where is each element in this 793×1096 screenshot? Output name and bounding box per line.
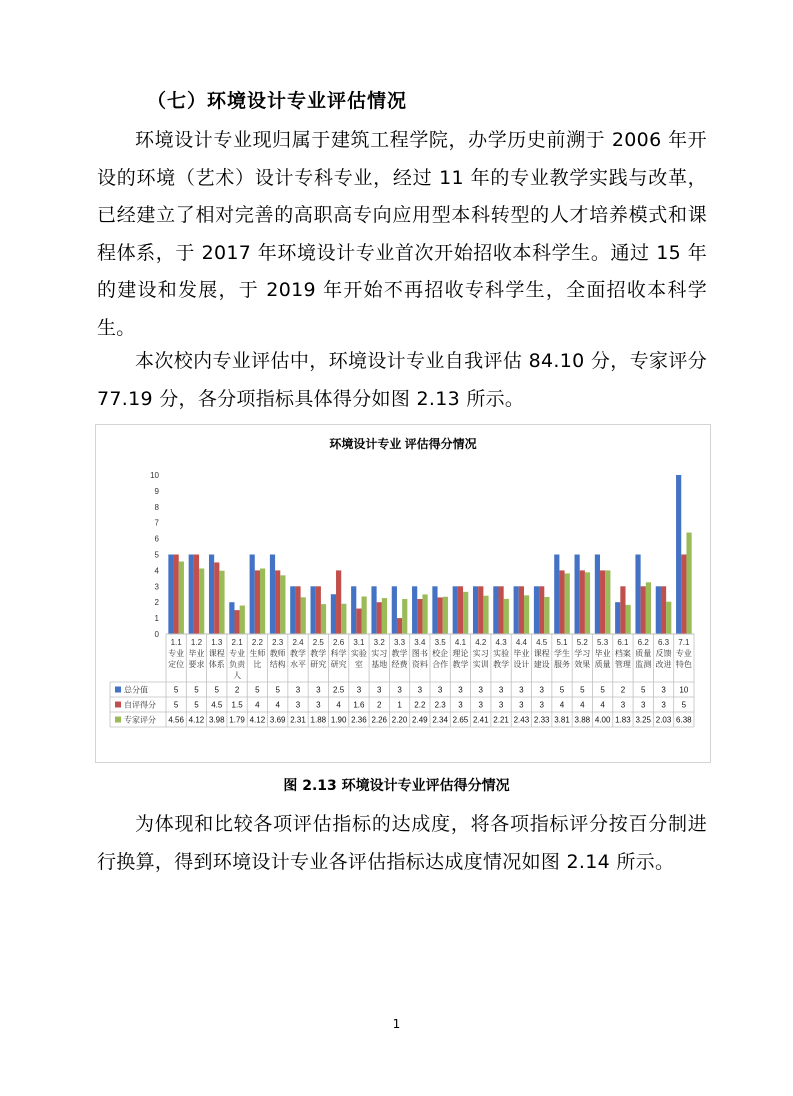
data-value-label: 3 bbox=[458, 700, 463, 710]
bar-expert bbox=[422, 594, 427, 634]
bar-expert bbox=[605, 570, 610, 634]
bar-expert bbox=[321, 604, 326, 634]
bar-self bbox=[397, 618, 402, 634]
category-label: 3.4 bbox=[414, 638, 426, 647]
category-label: 教学 bbox=[391, 649, 408, 658]
category-label: 实验 bbox=[350, 649, 367, 658]
data-value-label: 3 bbox=[316, 700, 321, 710]
category-label: 1.1 bbox=[170, 638, 182, 647]
bar-self bbox=[458, 586, 463, 634]
bar-total bbox=[432, 586, 437, 634]
score-chart bbox=[96, 425, 710, 762]
data-value-label: 3 bbox=[539, 685, 544, 695]
category-label: 研究 bbox=[310, 660, 327, 669]
category-label: 定位 bbox=[168, 660, 185, 669]
category-label: 3.5 bbox=[434, 638, 446, 647]
category-label: 2.5 bbox=[312, 638, 324, 647]
data-value-label: 3 bbox=[478, 700, 483, 710]
bar-total bbox=[473, 586, 478, 634]
data-value-label: 3 bbox=[519, 700, 524, 710]
data-value-label: 2.41 bbox=[472, 715, 489, 725]
category-label: 生师 bbox=[249, 649, 266, 658]
category-label: 教学 bbox=[290, 649, 306, 658]
bar-total bbox=[229, 602, 234, 634]
bar-expert bbox=[504, 599, 509, 634]
bar-total bbox=[290, 586, 295, 634]
bar-total bbox=[656, 586, 661, 634]
category-label: 校企 bbox=[432, 649, 449, 658]
y-tick-label: 1 bbox=[154, 614, 159, 624]
bar-total bbox=[351, 586, 356, 634]
bar-expert bbox=[260, 568, 265, 634]
bar-self bbox=[417, 599, 422, 634]
category-label: 实验 bbox=[493, 649, 510, 658]
chart-container bbox=[95, 424, 711, 763]
category-label: 2.1 bbox=[231, 638, 243, 647]
y-tick-label: 3 bbox=[154, 582, 159, 592]
bar-total bbox=[168, 555, 173, 635]
page-number: 1 bbox=[392, 1017, 401, 1031]
data-value-label: 2 bbox=[234, 685, 240, 695]
data-value-label: 2.36 bbox=[351, 715, 367, 725]
bar-self bbox=[377, 602, 382, 634]
category-label: 图书 bbox=[411, 649, 428, 658]
bar-total bbox=[189, 555, 194, 635]
category-label: 教学 bbox=[452, 660, 469, 669]
category-label: 教学 bbox=[310, 649, 327, 658]
data-value-label: 3.81 bbox=[554, 715, 570, 725]
data-value-label: 3.69 bbox=[269, 715, 286, 725]
bar-self bbox=[336, 570, 341, 634]
category-label: 4.4 bbox=[515, 638, 527, 647]
bar-expert bbox=[179, 562, 184, 635]
data-value-label: 5 bbox=[559, 685, 565, 695]
data-value-label: 3 bbox=[620, 700, 626, 710]
bar-expert bbox=[483, 596, 488, 634]
category-label: 管理 bbox=[614, 660, 631, 669]
paragraph-scores: 本次校内专业评估中，环境设计专业自我评估 84.10 分，专家评分 77.19 分，各分项指标具体得分如图 2.13 所示。 bbox=[97, 350, 707, 410]
y-tick-label: 6 bbox=[154, 534, 159, 544]
bar-total bbox=[209, 555, 214, 635]
category-label: 理论 bbox=[452, 649, 469, 658]
data-value-label: 4.56 bbox=[168, 715, 184, 725]
bar-total bbox=[575, 555, 580, 635]
data-value-label: 4.12 bbox=[188, 715, 205, 725]
bar-expert bbox=[646, 582, 651, 634]
bar-total bbox=[453, 586, 458, 634]
category-label: 特色 bbox=[675, 660, 692, 669]
data-value-label: 4 bbox=[275, 700, 280, 710]
category-label: 4.3 bbox=[495, 638, 507, 647]
data-value-label: 4 bbox=[255, 700, 260, 710]
data-value-label: 2.43 bbox=[513, 715, 530, 725]
data-value-label: 4 bbox=[336, 700, 341, 710]
bar-total bbox=[392, 586, 397, 634]
bar-self bbox=[356, 609, 361, 634]
bar-self bbox=[620, 586, 625, 634]
data-value-label: 3 bbox=[316, 685, 321, 695]
category-label: 6.3 bbox=[657, 638, 670, 647]
data-value-label: 3.25 bbox=[635, 715, 652, 725]
data-value-label: 2.03 bbox=[655, 715, 672, 725]
bar-self bbox=[498, 586, 503, 634]
bar-self bbox=[600, 570, 605, 634]
category-label: 1.3 bbox=[211, 638, 223, 647]
data-value-label: 5 bbox=[275, 685, 280, 695]
category-label: 建设 bbox=[533, 660, 550, 669]
data-value-label: 3 bbox=[397, 685, 402, 695]
data-value-label: 3 bbox=[437, 685, 443, 695]
category-label: 4.2 bbox=[475, 638, 487, 647]
data-value-label: 5 bbox=[173, 700, 179, 710]
data-value-label: 1.83 bbox=[615, 715, 631, 725]
data-value-label: 2 bbox=[377, 700, 382, 710]
data-value-label: 3.88 bbox=[574, 715, 591, 725]
bar-total bbox=[534, 586, 539, 634]
bar-self bbox=[194, 555, 199, 635]
category-label: 比 bbox=[253, 660, 262, 669]
data-value-label: 2.34 bbox=[432, 715, 448, 725]
bar-self bbox=[559, 570, 564, 634]
data-value-label: 3 bbox=[417, 685, 423, 695]
bar-self bbox=[295, 586, 300, 634]
bar-total bbox=[595, 555, 600, 635]
bar-expert bbox=[280, 575, 285, 634]
data-value-label: 1.6 bbox=[353, 700, 365, 710]
category-label: 5.1 bbox=[556, 638, 568, 647]
bar-expert bbox=[219, 571, 224, 634]
category-label: 学生 bbox=[554, 649, 570, 658]
data-value-label: 3 bbox=[661, 685, 666, 695]
data-value-label: 10 bbox=[679, 685, 689, 695]
bar-expert bbox=[402, 599, 407, 634]
data-value-label: 2.31 bbox=[290, 715, 306, 725]
category-label: 实习 bbox=[472, 649, 489, 658]
data-value-label: 2 bbox=[620, 685, 626, 695]
data-value-label: 3 bbox=[478, 685, 483, 695]
bar-self bbox=[641, 586, 646, 634]
legend-key-self bbox=[115, 702, 121, 708]
data-value-label: 2.21 bbox=[493, 715, 509, 725]
bar-expert bbox=[626, 605, 631, 634]
category-label: 课程 bbox=[208, 649, 225, 658]
section-heading: （七）环境设计专业评估情况 bbox=[147, 90, 408, 112]
data-value-label: 1.79 bbox=[229, 715, 245, 725]
data-value-label: 2.20 bbox=[391, 715, 408, 725]
bar-expert bbox=[463, 592, 468, 634]
legend-label: 自评得分 bbox=[124, 700, 156, 710]
data-value-label: 2.49 bbox=[412, 715, 428, 725]
bar-self bbox=[539, 586, 544, 634]
data-value-label: 3 bbox=[377, 685, 382, 695]
legend-label: 总分值 bbox=[124, 685, 148, 695]
category-label: 设计 bbox=[513, 660, 530, 669]
bar-expert bbox=[362, 596, 367, 634]
data-value-label: 3 bbox=[661, 700, 666, 710]
bar-self bbox=[519, 586, 524, 634]
category-label: 水平 bbox=[290, 660, 306, 669]
bar-self bbox=[661, 586, 666, 634]
bar-expert bbox=[565, 573, 570, 634]
category-label: 负责 bbox=[229, 660, 246, 669]
category-label: 2.2 bbox=[251, 638, 263, 647]
data-value-label: 2.33 bbox=[533, 715, 550, 725]
category-label: 基地 bbox=[371, 660, 388, 669]
data-value-label: 4 bbox=[600, 700, 605, 710]
data-value-label: 5 bbox=[194, 685, 199, 695]
data-value-label: 5 bbox=[641, 685, 646, 695]
bar-self bbox=[478, 586, 483, 634]
category-label: 质量 bbox=[635, 649, 652, 658]
legend-key-expert bbox=[115, 717, 121, 723]
category-label: 7.1 bbox=[678, 638, 690, 647]
category-label: 改进 bbox=[655, 660, 672, 669]
bar-expert bbox=[301, 597, 306, 634]
category-label: 4.5 bbox=[536, 638, 548, 647]
bar-expert bbox=[524, 595, 529, 634]
category-label: 室 bbox=[354, 660, 363, 669]
category-label: 3.3 bbox=[393, 638, 406, 647]
category-label: 研究 bbox=[330, 660, 347, 669]
figure-caption: 图 2.13 环境设计专业评估得分情况 bbox=[283, 778, 510, 794]
bar-self bbox=[438, 597, 443, 634]
data-value-label: 5 bbox=[214, 685, 219, 695]
category-label: 课程 bbox=[533, 649, 550, 658]
bar-self bbox=[234, 610, 239, 634]
y-tick-label: 10 bbox=[150, 471, 159, 480]
paragraph-history: 环境设计专业现归属于建筑工程学院，办学历史前溯于 2006 年开设的环境（艺术）设计专科专业，经过 11 年的专业教学实践与改革，已经建立了相对完善的高职高专向应用型本科转型的人才培养模式和课程体系，于 2017 年环境设计专业首次开始招收本科学生。通过 15 年的建设和发展，于 2019 年开始不再招收专科学生，全面招收本科学生。 bbox=[97, 129, 707, 339]
category-label: 经费 bbox=[391, 660, 408, 669]
data-value-label: 4.5 bbox=[211, 700, 223, 710]
bar-total bbox=[493, 586, 498, 634]
category-label: 专业 bbox=[168, 649, 185, 658]
data-value-label: 5 bbox=[255, 685, 260, 695]
data-value-label: 3 bbox=[498, 700, 504, 710]
bar-expert bbox=[199, 568, 204, 634]
data-value-label: 2.5 bbox=[333, 685, 345, 695]
bar-total bbox=[676, 475, 681, 634]
bar-expert bbox=[382, 598, 387, 634]
data-value-label: 3 bbox=[539, 700, 544, 710]
bar-total bbox=[250, 555, 255, 635]
bar-total bbox=[514, 586, 519, 634]
category-label: 2.6 bbox=[333, 638, 345, 647]
data-value-label: 4 bbox=[559, 700, 565, 710]
data-value-label: 4 bbox=[580, 700, 585, 710]
data-value-label: 1.5 bbox=[231, 700, 243, 710]
category-label: 教师 bbox=[269, 649, 286, 658]
data-value-label: 2.65 bbox=[452, 715, 469, 725]
category-label: 学习 bbox=[574, 649, 591, 658]
bar-expert bbox=[544, 597, 549, 634]
bar-self bbox=[174, 555, 179, 635]
bar-self bbox=[580, 570, 585, 634]
category-label: 2.3 bbox=[272, 638, 284, 647]
bar-expert bbox=[240, 606, 245, 634]
category-label: 5.3 bbox=[597, 638, 609, 647]
bar-total bbox=[311, 586, 316, 634]
bar-self bbox=[316, 586, 321, 634]
category-label: 反馈 bbox=[655, 649, 672, 658]
category-label: 合作 bbox=[432, 660, 449, 669]
y-tick-label: 0 bbox=[154, 630, 159, 639]
data-value-label: 3 bbox=[458, 685, 463, 695]
data-value-label: 5 bbox=[194, 700, 199, 710]
paragraph-conversion: 为体现和比较各项评估指标的达成度，将各项指标评分按百分制进行换算，得到环境设计专业各评估指标达成度情况如图 2.14 所示。 bbox=[97, 813, 707, 873]
y-tick-label: 8 bbox=[154, 502, 159, 512]
category-label: 6.2 bbox=[637, 638, 649, 647]
y-tick-label: 9 bbox=[154, 486, 159, 496]
data-value-label: 3 bbox=[295, 700, 301, 710]
data-value-label: 3 bbox=[519, 685, 524, 695]
chart-title: 环境设计专业 评估得分情况 bbox=[329, 437, 477, 451]
category-label: 专业 bbox=[675, 649, 692, 658]
data-value-label: 6.38 bbox=[676, 715, 692, 725]
data-value-label: 3 bbox=[356, 685, 362, 695]
category-label: 毕业 bbox=[513, 649, 530, 658]
bar-total bbox=[270, 555, 275, 635]
bar-expert bbox=[443, 597, 448, 634]
category-label: 要求 bbox=[188, 660, 205, 669]
category-label: 6.1 bbox=[617, 638, 629, 647]
bar-expert bbox=[341, 604, 346, 634]
category-label: 毕业 bbox=[188, 649, 205, 658]
bar-expert bbox=[686, 533, 691, 634]
category-label: 科学 bbox=[330, 649, 347, 658]
bar-total bbox=[331, 594, 336, 634]
category-label: 实训 bbox=[472, 660, 489, 669]
data-value-label: 3.98 bbox=[208, 715, 225, 725]
category-label: 体系 bbox=[208, 660, 225, 669]
bar-total bbox=[615, 602, 620, 634]
y-tick-label: 5 bbox=[154, 550, 159, 560]
data-value-label: 5 bbox=[173, 685, 179, 695]
bar-expert bbox=[666, 602, 671, 634]
bar-self bbox=[214, 562, 219, 634]
bar-total bbox=[412, 586, 417, 634]
category-label: 3.1 bbox=[353, 638, 365, 647]
data-value-label: 5 bbox=[600, 685, 605, 695]
category-label: 1.2 bbox=[190, 638, 203, 647]
bar-self bbox=[255, 570, 260, 634]
data-value-label: 4.12 bbox=[249, 715, 266, 725]
data-value-label: 5 bbox=[580, 685, 585, 695]
category-label: 监测 bbox=[635, 660, 652, 669]
data-value-label: 2.3 bbox=[434, 700, 446, 710]
category-label: 5.2 bbox=[576, 638, 588, 647]
category-label: 档案 bbox=[614, 649, 631, 658]
category-label: 人 bbox=[233, 671, 242, 680]
data-value-label: 4.00 bbox=[594, 715, 611, 725]
category-label: 4.1 bbox=[454, 638, 467, 647]
category-label: 资料 bbox=[411, 660, 428, 669]
bar-expert bbox=[585, 572, 590, 634]
data-value-label: 1.88 bbox=[310, 715, 327, 725]
y-tick-label: 7 bbox=[154, 518, 159, 528]
category-label: 效果 bbox=[574, 660, 591, 669]
y-tick-label: 2 bbox=[154, 598, 159, 608]
data-value-label: 1 bbox=[397, 700, 402, 710]
category-label: 结构 bbox=[269, 660, 286, 669]
category-label: 3.2 bbox=[373, 638, 385, 647]
category-label: 服务 bbox=[554, 660, 570, 669]
data-value-label: 1.90 bbox=[330, 715, 347, 725]
category-label: 毕业 bbox=[594, 649, 611, 658]
bar-total bbox=[554, 555, 559, 635]
category-label: 实习 bbox=[371, 649, 388, 658]
category-label: 教学 bbox=[493, 660, 510, 669]
data-value-label: 3 bbox=[295, 685, 301, 695]
legend-key-total bbox=[115, 687, 121, 693]
category-label: 专业 bbox=[229, 649, 246, 658]
bar-self bbox=[275, 570, 280, 634]
bar-total bbox=[371, 586, 376, 634]
data-value-label: 3 bbox=[641, 700, 646, 710]
legend-label: 专家评分 bbox=[124, 715, 156, 725]
category-label: 质量 bbox=[594, 660, 611, 669]
bar-self bbox=[681, 555, 686, 635]
bar-total bbox=[635, 555, 640, 635]
y-tick-label: 4 bbox=[154, 566, 159, 576]
data-value-label: 5 bbox=[681, 700, 687, 710]
data-value-label: 2.26 bbox=[371, 715, 388, 725]
data-value-label: 2.2 bbox=[414, 700, 426, 710]
data-value-label: 3 bbox=[498, 685, 504, 695]
category-label: 2.4 bbox=[292, 638, 304, 647]
